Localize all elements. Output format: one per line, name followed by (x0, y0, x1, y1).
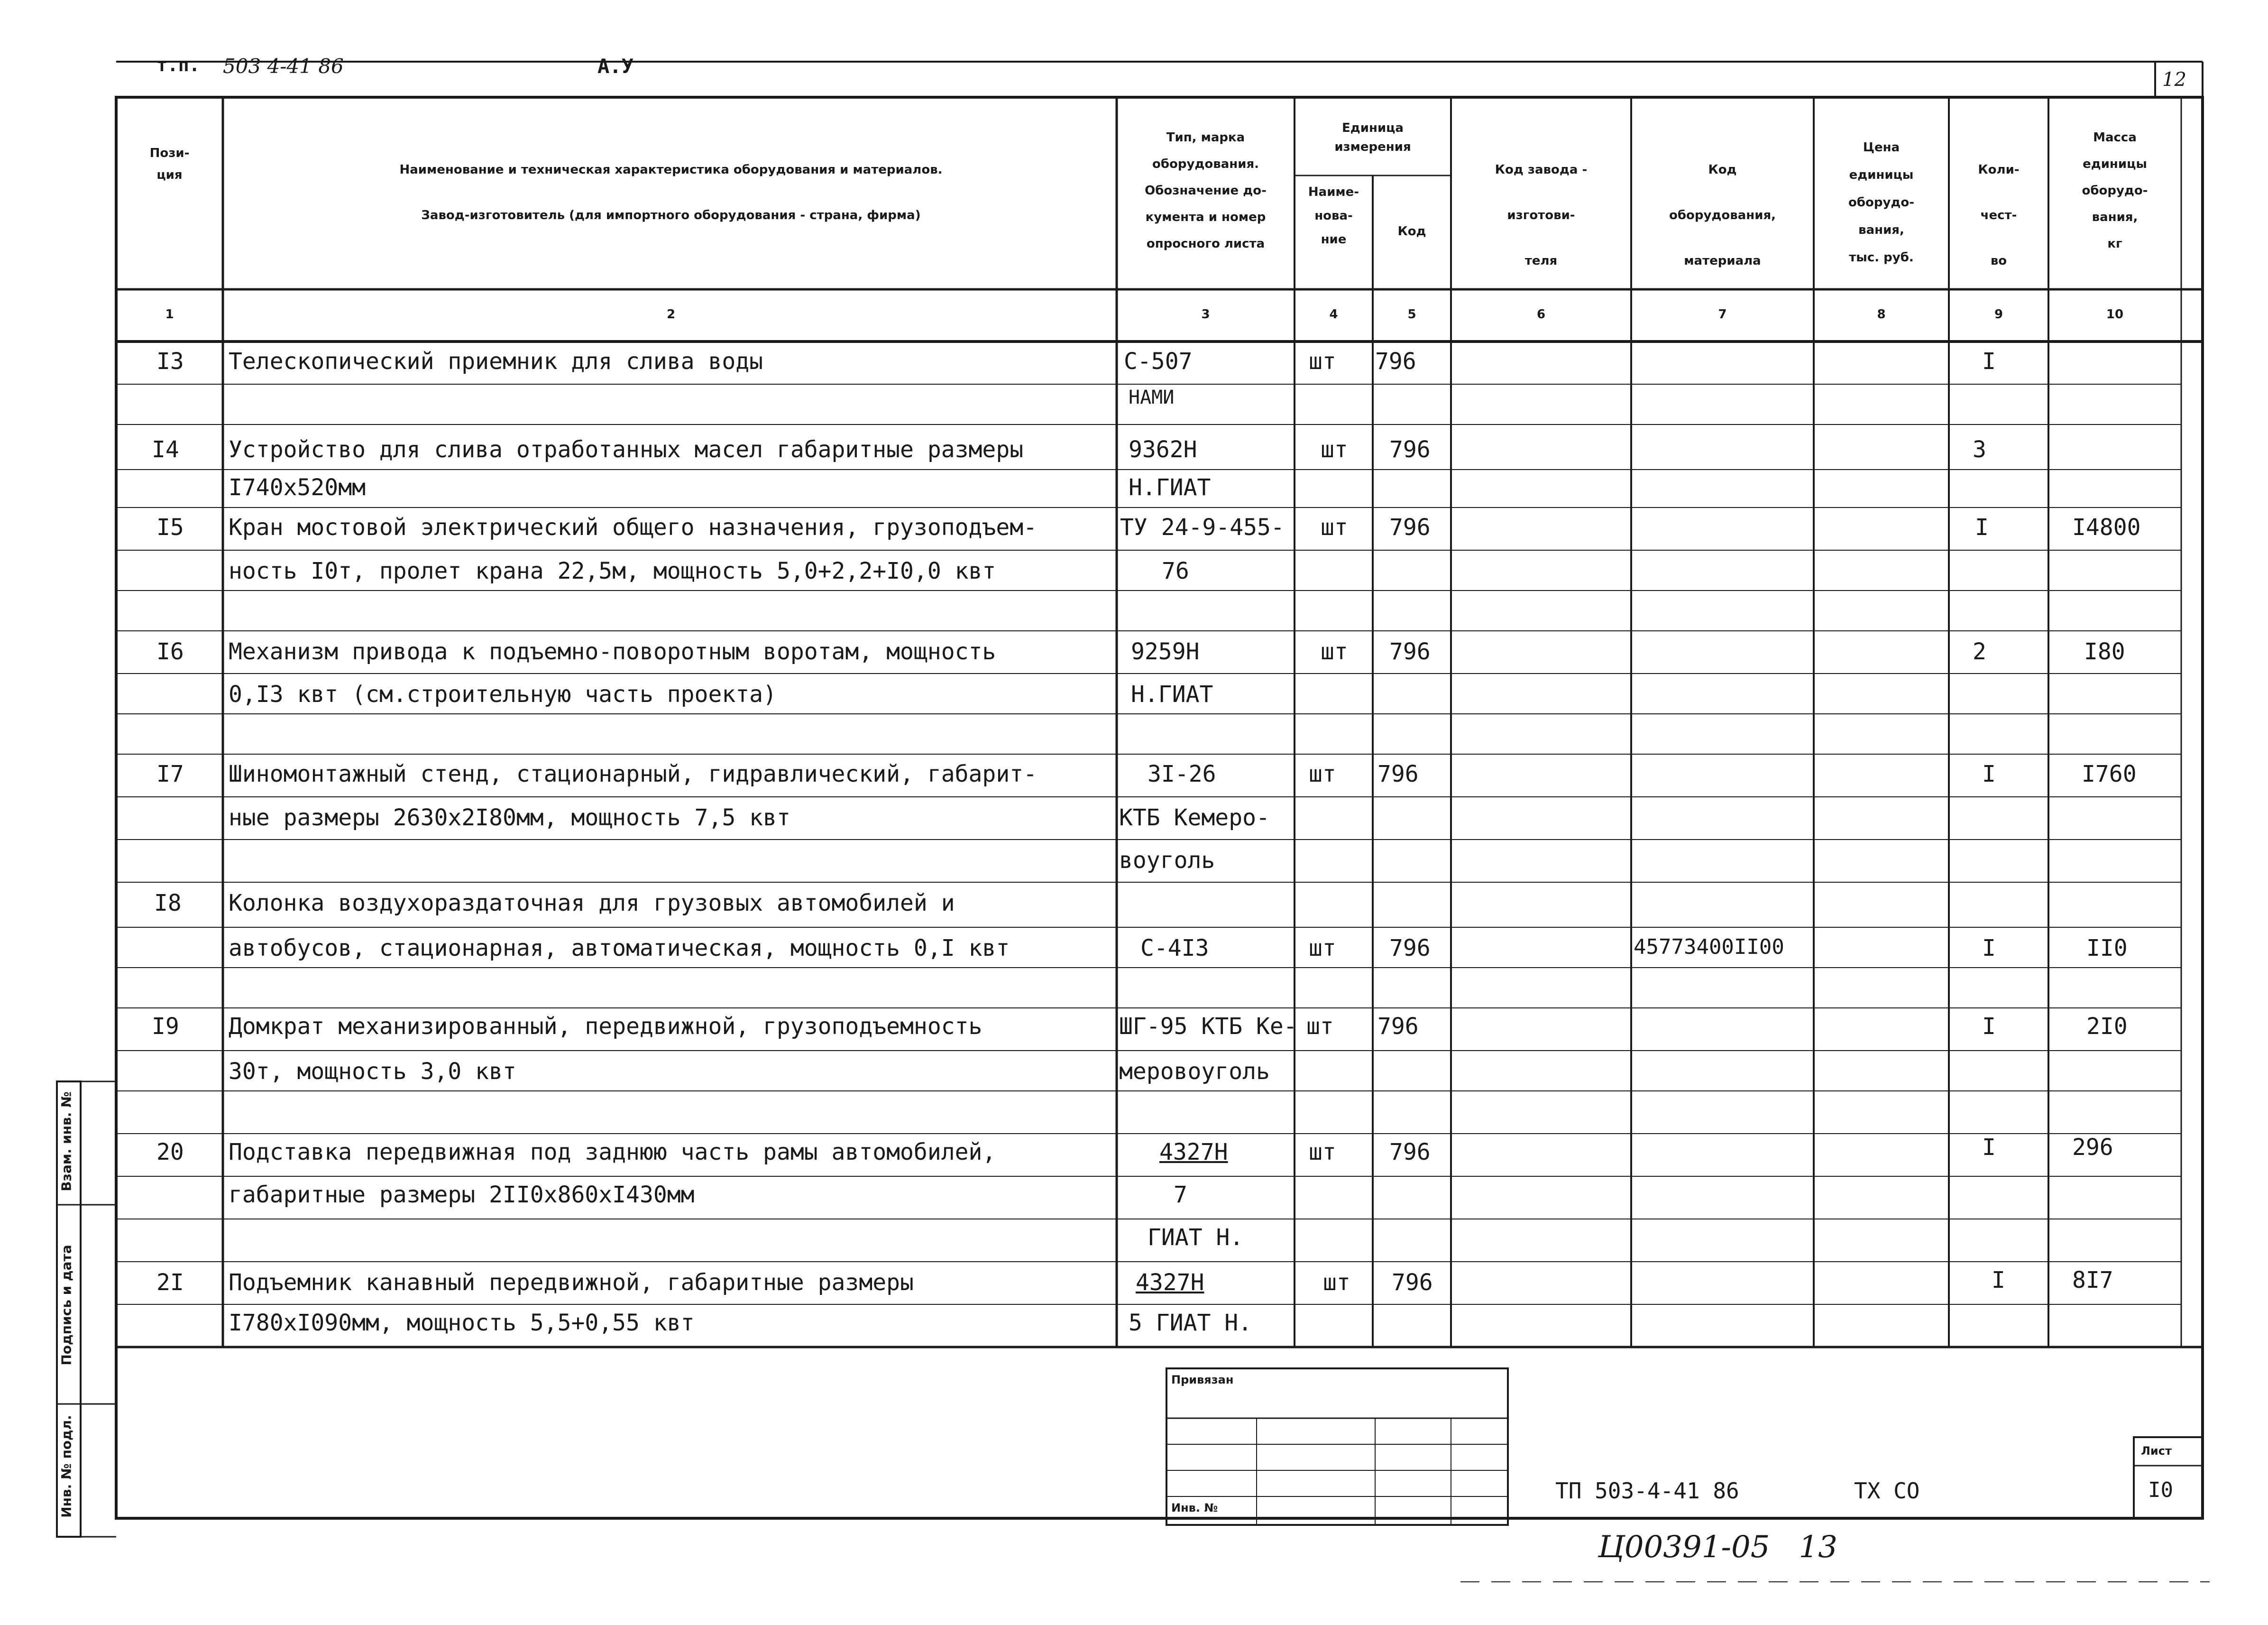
row-name-line: Домкрат механизированный, передвижной, грузоподъемность (229, 1013, 982, 1040)
row-mass: 296 (2072, 1134, 2113, 1161)
row-type-line: 76 (1162, 558, 1189, 584)
row-unit: шт (1309, 935, 1336, 961)
row-position: I6 (156, 638, 184, 665)
row-type-line: ГИАТ Н. (1148, 1224, 1244, 1251)
stamp-doc-id: ТП 503-4-41 86 (1555, 1478, 1739, 1504)
row-mass: I4800 (2072, 514, 2141, 541)
row-mass: I80 (2084, 638, 2125, 665)
row-position: I4 (152, 436, 179, 463)
row-unit-code: 796 (1389, 935, 1431, 961)
col-num-10: 10 (2106, 307, 2124, 322)
col-header-mfr-code: Код завода - изготови- теля (1495, 163, 1588, 268)
row-position: I7 (156, 761, 184, 787)
doc-code: т.п. (156, 55, 200, 75)
row-type-line: 9362Н (1129, 436, 1197, 463)
row-unit: шт (1309, 348, 1336, 375)
row-type-line: ТУ 24-9-455- (1120, 514, 1285, 541)
col-header-mass: Масса единицы оборудо- вания, кг (2082, 130, 2148, 251)
row-unit: шт (1321, 436, 1348, 463)
row-type-line: воуголь (1119, 847, 1215, 874)
col-num-2: 2 (666, 307, 676, 322)
col-header-qty: Коли- чест- во (1978, 163, 2020, 268)
stamp-section: ТХ СО (1854, 1478, 1920, 1504)
stamp-sheet-number: I0 (2148, 1478, 2173, 1502)
col-header-name: Наименование и техническая характеристика оборудования и материалов. Завод-изготовитель (для импортного оборудования - страна, фирма) (399, 163, 943, 222)
row-position: I8 (154, 890, 182, 916)
row-name-line: Подставка передвижная под заднюю часть рамы автомобилей, (229, 1139, 996, 1165)
row-type-line: 9259Н (1131, 638, 1200, 665)
row-type-line: 4327Н (1136, 1269, 1204, 1296)
row-type-line: Н.ГИАТ (1129, 474, 1211, 501)
row-qty: I (1982, 935, 1996, 961)
row-qty: 2 (1973, 638, 1986, 665)
row-qty: I (1982, 1134, 1996, 1161)
row-unit-code: 796 (1377, 761, 1419, 787)
row-type-line: НАМИ (1129, 387, 1175, 408)
row-unit-code: 796 (1375, 348, 1416, 375)
row-unit: шт (1306, 1013, 1334, 1040)
row-name-line: ные размеры 2630x2I80мм, мощность 7,5 квт (229, 804, 790, 831)
row-position: I3 (156, 348, 184, 375)
row-name-line: Кран мостовой электрический общего назначения, грузоподъем- (229, 514, 1038, 541)
row-type-line: 3I-26 (1148, 761, 1216, 787)
col-header-position: Пози- ция (149, 146, 190, 182)
row-unit-code: 796 (1389, 638, 1431, 665)
row-type-line: С-4I3 (1140, 935, 1209, 961)
stamp-sheet-label: Лист (2141, 1444, 2172, 1458)
row-name-line: Подъемник канавный передвижной, габаритные размеры (229, 1269, 914, 1296)
doc-number-handwritten: 503 4-41 86 (223, 55, 344, 78)
col-header-type: Тип, марка оборудования. Обозначение до- кумента и номер опросного листа (1145, 130, 1267, 251)
row-type-line: ШГ-95 КТБ Ке- (1119, 1013, 1297, 1040)
footer-handwritten-number: Ц00391-05 13 (1598, 1530, 1837, 1565)
row-equipment-code: 45773400II00 (1634, 935, 1784, 959)
row-type-line: 5 ГИАТ Н. (1129, 1310, 1252, 1336)
side-label-podpis: Подпись и дата (58, 1245, 74, 1366)
row-qty: 3 (1973, 436, 1986, 463)
row-unit-code: 796 (1389, 436, 1431, 463)
row-name-line: Телескопический приемник для слива воды (229, 348, 763, 375)
row-unit: шт (1309, 761, 1336, 787)
row-name-line: I780xI090мм, мощность 5,5+0,55 квт (229, 1310, 695, 1336)
row-name-line: габаритные размеры 2II0x860xI430мм (229, 1182, 695, 1208)
row-type-line: меровоуголь (1119, 1058, 1270, 1085)
col-num-1: 1 (165, 307, 174, 322)
col-num-6: 6 (1536, 307, 1546, 322)
row-unit-code: 796 (1377, 1013, 1419, 1040)
row-type-line: КТБ Кемеро- (1119, 804, 1270, 831)
album-label: А.У (597, 55, 634, 78)
row-name-line: 30т, мощность 3,0 квт (229, 1058, 516, 1085)
row-name-line: Колонка воздухораздаточная для грузовых автомобилей и (229, 890, 955, 916)
row-position: I9 (152, 1013, 179, 1040)
row-unit: шт (1321, 638, 1348, 665)
col-num-7: 7 (1718, 307, 1727, 322)
row-unit: шт (1323, 1269, 1350, 1296)
col-header-unit-code: Код (1397, 224, 1426, 239)
row-type-line: С-507 (1124, 348, 1193, 375)
row-name-line: I740x520мм (229, 474, 366, 501)
col-header-unit-name: Наиме- нова- ние (1308, 185, 1359, 247)
row-name-line: Шиномонтажный стенд, стационарный, гидравлический, габарит- (229, 761, 1038, 787)
row-position: I5 (156, 514, 184, 541)
col-header-price: Цена единицы оборудо- вания, тыс. руб. (1848, 140, 1915, 265)
row-name-line: автобусов, стационарная, автоматическая, мощность 0,I квт (229, 935, 1010, 961)
row-qty: I (1982, 761, 1996, 787)
col-num-9: 9 (1994, 307, 2003, 322)
row-qty: I (1982, 348, 1996, 375)
row-unit-code: 796 (1389, 514, 1431, 541)
corner-number: 12 (2162, 69, 2186, 91)
side-label-inv-podl: Инв. № подл. (58, 1415, 74, 1518)
row-unit: шт (1321, 514, 1348, 541)
row-name-line: 0,I3 квт (см.строительную часть проекта) (229, 681, 777, 708)
row-mass: II0 (2086, 935, 2128, 961)
stamp-privyazan: Привязан (1171, 1373, 1234, 1386)
col-header-eq-code: Код оборудования, материала (1669, 163, 1776, 268)
stamp-inv-no: Инв. № (1171, 1501, 1218, 1514)
row-qty: I (1975, 514, 1989, 541)
row-unit-code: 796 (1392, 1269, 1433, 1296)
col-num-5: 5 (1407, 307, 1416, 322)
row-type-line: 4327Н (1159, 1139, 1228, 1165)
row-mass: 2I0 (2086, 1013, 2128, 1040)
row-name-line: Механизм привода к подъемно-поворотным воротам, мощность (229, 638, 996, 665)
row-type-line: Н.ГИАТ (1131, 681, 1213, 708)
row-name-line: ность I0т, пролет крана 22,5м, мощность 5,0+2,2+I0,0 квт (229, 558, 996, 584)
col-num-8: 8 (1877, 307, 1886, 322)
side-label-vzam: Взам. инв. № (58, 1091, 74, 1191)
row-position: 20 (156, 1139, 184, 1165)
row-qty: I (1982, 1013, 1996, 1040)
col-num-4: 4 (1329, 307, 1338, 322)
row-name-line: Устройство для слива отработанных масел габаритные размеры (229, 436, 1024, 463)
row-type-line: 7 (1174, 1182, 1187, 1208)
row-unit-code: 796 (1389, 1139, 1431, 1165)
col-header-unit-group: Единица измерения (1334, 121, 1411, 154)
row-mass: I760 (2082, 761, 2137, 787)
row-position: 2I (156, 1269, 184, 1296)
row-mass: 8I7 (2072, 1267, 2113, 1293)
row-unit: шт (1309, 1139, 1336, 1165)
row-qty: I (1992, 1267, 2005, 1293)
col-num-3: 3 (1201, 307, 1210, 322)
